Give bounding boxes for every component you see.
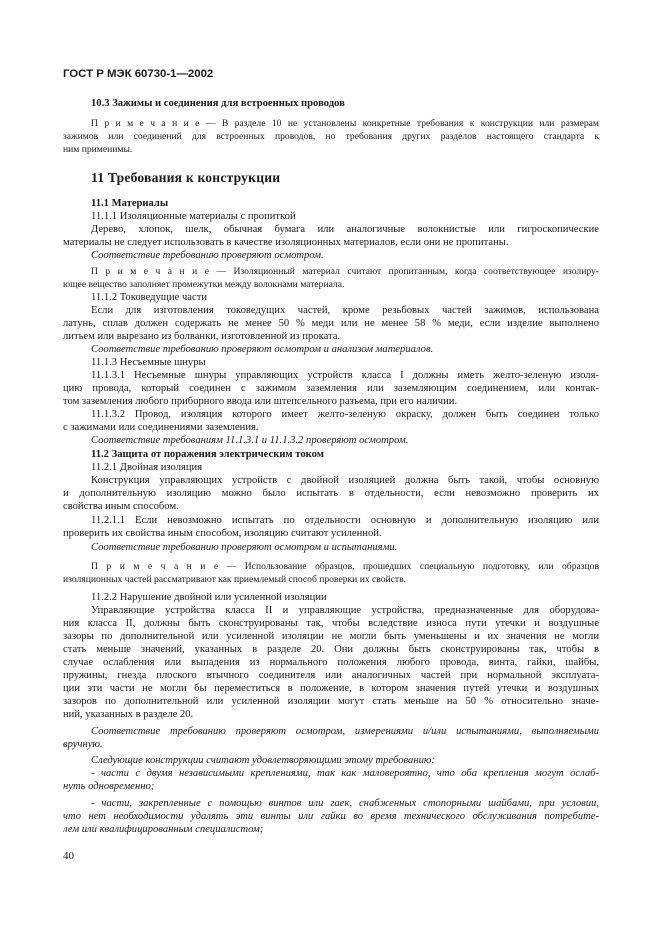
text-line: Соответствие требованию проверяют осмотром, измерениями и/или испытаниями, выполняемыми: [91, 726, 599, 737]
text-line: 10.3 Зажимы и соединения для встроенных проводов: [91, 98, 345, 109]
text-line: зазоров по дополнительной или усиленной изоляции могут стать меньше на 50 % относительно значе-: [63, 696, 599, 707]
text-line: 11.1.3.2 Провод, изоляция которого имеет желто-зеленую окраску, должен быть соединен только: [91, 409, 599, 420]
page-number: 40: [63, 850, 74, 862]
text-line: 11.1.2 Токоведущие части: [91, 292, 208, 303]
text-line: Соответствие требованиям 11.1.3.1 и 11.1.3.2 проверяют осмотром.: [91, 435, 409, 446]
text-line: 11.2.1 Двойная изоляция: [91, 462, 203, 473]
text-line: что нет необходимости удалять эти винты или гайки во время технического обслуживания потребите-: [63, 811, 599, 822]
text-line: Если для изготовления токоведущих частей, кроме резьбовых частей зажимов, использована: [91, 305, 599, 316]
text-line: 11.2.1.1 Если невозможно испытать по отдельности основную и дополнительную изоляцию или: [91, 515, 599, 526]
text-line: литьем или вырезано из болванки, изготовленной из проката.: [63, 331, 341, 342]
text-line: - части, закрепленные с помощью винтов или гаек, снабженных стопорными шайбами, при условии,: [91, 798, 599, 809]
text-line: Следующие конструкции считают удовлетворяющими этому требованию:: [91, 755, 435, 766]
text-line: Управляющие устройства класса II и управляющие устройства, предназначенные для оборудова-: [91, 605, 599, 616]
text-line: 11.2.2 Нарушение двойной или усиленной изоляции: [91, 592, 327, 603]
text-line: том заземления любого приборного ввода или штепсельного разъема, при его наличии.: [63, 396, 458, 407]
text-line: проверить их свойства иным способом, изоляцию считают усиленной.: [63, 528, 382, 539]
text-line: ним применимы.: [63, 144, 133, 155]
text-line: П р и м е ч а н и е — Использование образцов, прошедших специальную подготовку, или образцов: [91, 561, 599, 572]
text-line: ния класса II, должны быть сконструированы так, чтобы вследствие износа пути утечки и воздушные: [63, 618, 599, 629]
text-line: и дополнительную изоляцию можно было испытать в отдельности, если невозможно проверить их: [63, 488, 599, 499]
text-line: 11.1.3 Несъемные шнуры: [91, 357, 206, 368]
text-line: зазоры по дополнительной или усиленной изоляции не могли быть уменьшены и их значения не могли: [63, 631, 599, 642]
text-line: материалы не следует использовать в качестве изоляционных материалов, если они не пропитаны.: [63, 237, 509, 248]
text-line: лем или квалифицированным специалистом;: [63, 824, 264, 835]
text-line: Дерево, хлопок, шелк, обычная бумага или аналогичные волокнистые или гигроскопические: [91, 224, 599, 235]
text-line: Конструкция управляющих устройств с двойной изоляцией должна быть такой, чтобы основную: [91, 475, 599, 486]
text-line: пружины, гнезда плоского втычного соединителя или аналогичных частей при нормальной эксплуата-: [63, 670, 599, 681]
text-line: свойства иным способом.: [63, 501, 179, 512]
document-code-header: ГОСТ Р МЭК 60730-1—2002: [63, 68, 214, 80]
text-line: П р и м е ч а н и е — В разделе 10 не установлены конкретные требования к конструкции или размерам: [91, 118, 599, 129]
text-line: ции эти части не могли бы переместиться в положение, в котором значения путей утечки и воздушных: [63, 683, 599, 694]
text-line: с зажимами или соединениями заземления.: [63, 422, 259, 433]
text-line: ний, указанных в разделе 20.: [63, 709, 194, 720]
text-line: изоляционных частей рассматривают как приемлемый способ проверки их свойств.: [63, 574, 407, 585]
text-line: - части с двумя независимыми креплениями, так как маловероятно, что оба крепления могут ослаб-: [91, 768, 599, 779]
text-line: стать меньше значений, указанных в разделе 20. Они должны быть сконструированы так, чтобы в: [63, 644, 599, 655]
section-heading: 11 Требования к конструкции: [91, 170, 281, 185]
text-line: латунь, сплав должен содержать не менее 50 % меди или не менее 58 % меди, если изделие выполнено: [63, 318, 599, 329]
text-line: цию провода, который соединен с зажимом заземления или заземляющим соединением, или контак-: [63, 383, 599, 394]
text-line: 11.1.3.1 Несъемные шнуры управляющих устройств класса I должны иметь желто-зеленую изоля-: [91, 370, 599, 381]
text-line: зажимов или соединений для встроенных проводов, но требования других разделов настоящего стандарта к: [63, 131, 599, 142]
text-line: Соответствие требованию проверяют осмотром.: [91, 250, 324, 261]
text-line: 11.1.1 Изоляционные материалы с пропиткой: [91, 211, 296, 222]
text-line: 11.1 Материалы: [91, 198, 169, 209]
text-line: вручную.: [63, 739, 103, 750]
text-line: 11.2 Защита от поражения электрическим током: [91, 449, 324, 460]
text-line: случае ослабления или выпадения из нормального положения любого провода, винта, гайки, шайбы,: [63, 657, 599, 668]
text-line: Соответствие требованию проверяют осмотром и испытаниями.: [91, 542, 398, 553]
text-line: Соответствие требованию проверяют осмотром и анализом материалов.: [91, 344, 434, 355]
text-line: нуть одновременно;: [63, 781, 155, 792]
text-line: ющее вещество заполняет промежутки между волокнами материала.: [63, 279, 345, 290]
text-line: П р и м е ч а н и е — Изоляционный материал считают пропитанным, когда соответствующее изолиру-: [91, 266, 599, 277]
